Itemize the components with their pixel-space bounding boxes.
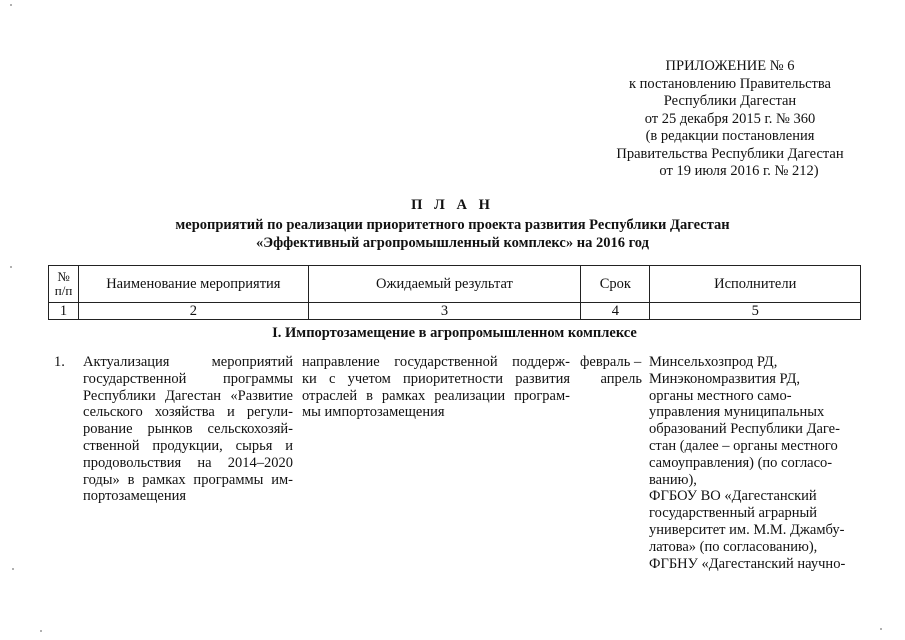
name-line: сельского хозяйства и регули- (83, 404, 293, 421)
executor-line: органы местного само- (649, 387, 792, 404)
scan-speck (40, 630, 42, 632)
executor-line: Минсельхозпрод РД, (649, 354, 778, 370)
executor-line: ванию), (649, 471, 697, 488)
executor-line: стан (далее – органы местного (649, 437, 838, 454)
header-executors: Исполнители (650, 266, 861, 303)
appendix-line: Республики Дагестан (663, 93, 797, 109)
name-line: Республики Дагестан «Развитие (83, 387, 293, 404)
name-line: рование рынков сельскохозяй- (83, 421, 293, 438)
appendix-line: ПРИЛОЖЕНИЕ № 6 (665, 58, 795, 74)
scan-speck (10, 4, 12, 6)
column-number: 4 (581, 303, 650, 320)
executor-line: Минэкономразвития РД, (649, 370, 801, 387)
result-line: мы импортозамещения (302, 404, 445, 421)
name-line: ственной продукции, сырья и (83, 437, 293, 454)
executor-line: управления муниципальных (649, 404, 825, 421)
term-line: февраль – (580, 354, 642, 370)
appendix-line: к постановлению Правительства (629, 75, 831, 92)
column-number: 3 (308, 303, 581, 320)
executor-line: образований Республики Даге- (649, 421, 840, 438)
result-line: отраслей в рамках реализации програм- (302, 387, 570, 404)
name-line: годы» в рамках программы им- (83, 471, 293, 488)
row-number: 1. (54, 354, 65, 370)
executor-line: ФГБНУ «Дагестанский научно- (649, 555, 846, 572)
appendix-block (590, 58, 870, 181)
result-line: направление государственной поддерж- (302, 354, 570, 370)
header-result: Ожидаемый результат (308, 266, 581, 303)
plan-subtitle-line-1: мероприятий по реализации приоритетного проекта развития Республики Дагестан (175, 217, 730, 233)
header-number-cell (49, 266, 79, 303)
appendix-line: Правительства Республики Дагестан (616, 145, 844, 162)
executor-line: государственный аграрный (649, 505, 818, 522)
plan-subtitle-line-2: «Эффективный агропромышленный комплекс» на 2016 год (256, 235, 649, 251)
column-number: 5 (650, 303, 861, 320)
header-term: Срок (581, 266, 650, 303)
section-title: I. Импортозамещение в агропромышленном комплексе (272, 325, 637, 341)
executor-line: ФГБОУ ВО «Дагестанский (649, 488, 817, 505)
column-number: 1 (49, 303, 79, 320)
appendix-line: (в редакции постановления (645, 128, 815, 144)
appendix-line: от 25 декабря 2015 г. № 360 (644, 110, 816, 127)
appendix-line: от 19 июля 2016 г. № 212) (659, 163, 819, 179)
executor-line: латова» (по согласованию), (649, 538, 818, 555)
name-line: государственной программы (83, 370, 293, 387)
term-line: апрель (600, 370, 642, 387)
row-term-cell (580, 354, 642, 388)
header-name: Наименование мероприятия (79, 266, 309, 303)
name-line: портозамещения (83, 488, 187, 505)
name-line: Актуализация мероприятий (83, 354, 293, 370)
name-line: продовольствия на 2014–2020 (83, 454, 293, 471)
column-number-row (49, 303, 861, 320)
row-executors-cell (649, 354, 855, 572)
plan-heading: П Л А Н (411, 197, 494, 213)
row-name-cell (83, 354, 293, 505)
row-result-cell (302, 354, 570, 421)
scan-speck (10, 266, 12, 268)
plan-table-header (48, 265, 861, 320)
header-row (49, 266, 861, 303)
header-number-symbol: № (57, 269, 70, 284)
scan-speck (12, 568, 14, 570)
executor-line: университет им. М.М. Джамбу- (649, 521, 845, 538)
result-line: ки с учетом приоритетности развития (302, 370, 570, 387)
header-number-pp: п/п (54, 283, 73, 298)
scan-speck (880, 628, 882, 630)
executor-line: самоуправления) (по согласо- (649, 454, 833, 471)
document-title (0, 196, 905, 252)
column-number: 2 (79, 303, 309, 320)
